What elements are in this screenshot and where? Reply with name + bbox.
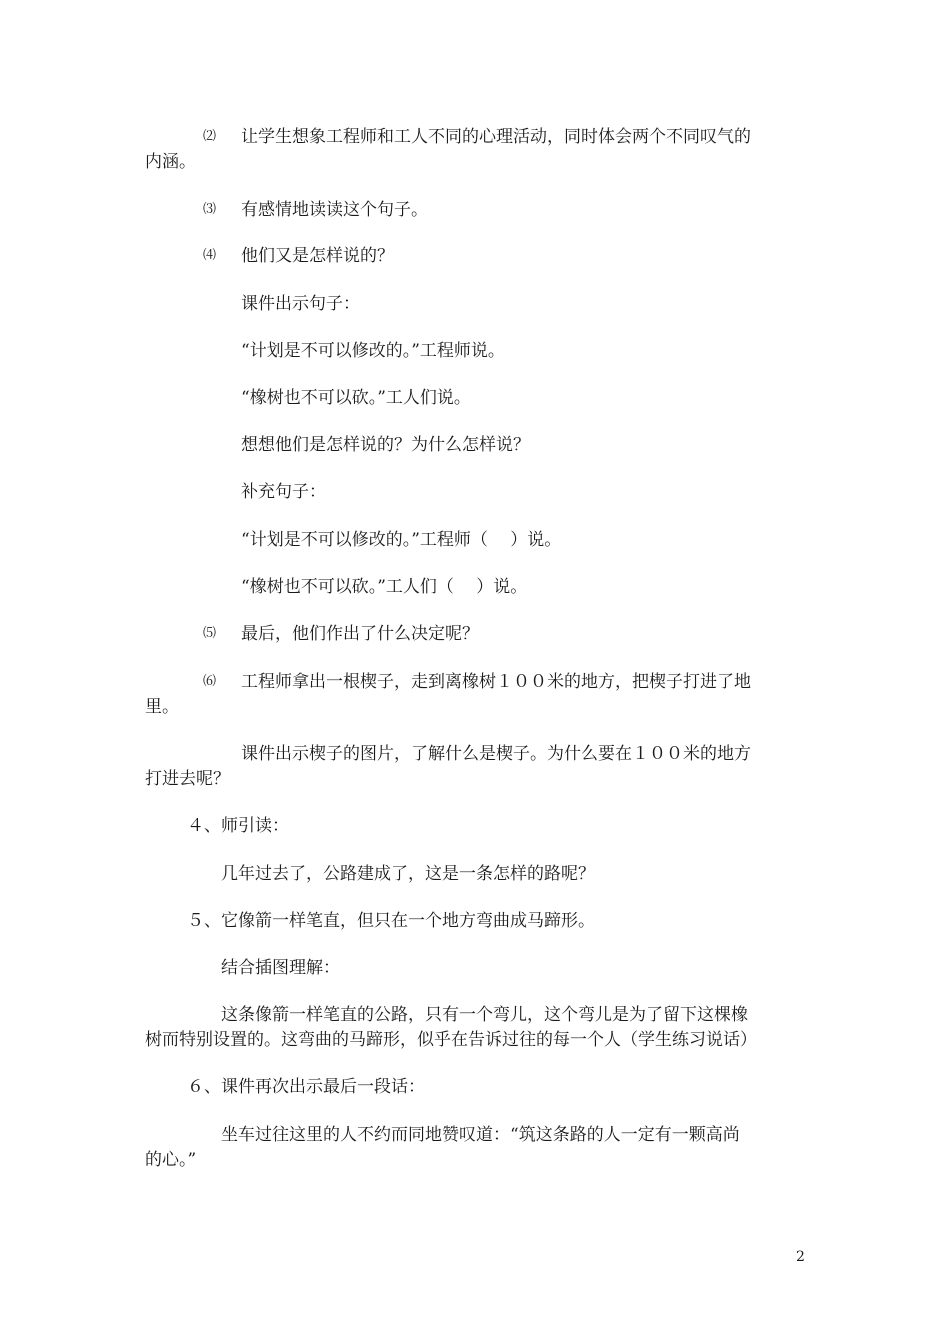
quote-line: “计划是不可以修改的。”工程师说。 — [241, 341, 505, 361]
paragraph-line: 结合插图理解： — [221, 958, 340, 978]
quote-line: “橡树也不可以砍。”工人们（ ）说。 — [241, 577, 528, 597]
paragraph-line: 课件出示句子： — [241, 294, 360, 314]
paragraph-line: 坐车过往这里的人不约而同地赞叹道：“筑这条路的人一定有一颗高尚 — [221, 1125, 740, 1145]
page-number: 2 — [796, 1249, 805, 1265]
paragraph-line: 最后，他们作出了什么决定呢？ — [241, 624, 479, 644]
paragraph-line: 有感情地读读这个句子。 — [241, 200, 428, 220]
paragraph-line: 的心。” — [145, 1150, 197, 1170]
paragraph-line: 树而特别设置的。这弯曲的马蹄形，似乎在告诉过往的每一个人（学生练习说话） — [145, 1030, 757, 1050]
paragraph-line: 里。 — [145, 697, 179, 717]
section-heading: ４、师引读： — [187, 816, 289, 836]
paragraph-line: 打进去呢？ — [145, 769, 230, 789]
paragraph-line: 课件出示楔子的图片，了解什么是楔子。为什么要在１００米的地方 — [241, 744, 751, 764]
section-heading: ６、课件再次出示最后一段话： — [187, 1077, 425, 1097]
paragraph-line: 想想他们是怎样说的？为什么怎样说？ — [241, 435, 530, 455]
paragraph-line: 工程师拿出一根楔子，走到离橡树１００米的地方，把楔子打进了地 — [241, 672, 751, 692]
paragraph-line: 让学生想象工程师和工人不同的心理活动，同时体会两个不同叹气的 — [241, 127, 751, 147]
quote-line: “计划是不可以修改的。”工程师（ ）说。 — [241, 530, 562, 550]
paragraph-line: 他们又是怎样说的？ — [241, 246, 394, 266]
paragraph-line: 这条像箭一样笔直的公路，只有一个弯儿，这个弯儿是为了留下这棵橡 — [221, 1005, 748, 1025]
item-number: ⑵ — [203, 129, 217, 144]
paragraph-line: 几年过去了，公路建成了，这是一条怎样的路呢？ — [221, 864, 595, 884]
item-number: ⑹ — [203, 674, 217, 689]
paragraph-line: 内涵。 — [145, 152, 196, 172]
paragraph-line: 补充句子： — [241, 482, 326, 502]
item-number: ⑷ — [203, 248, 217, 263]
quote-line: “橡树也不可以砍。”工人们说。 — [241, 388, 471, 408]
item-number: ⑸ — [203, 626, 217, 641]
section-heading: ５、它像箭一样笔直，但只在一个地方弯曲成马蹄形。 — [187, 911, 595, 931]
item-number: ⑶ — [203, 202, 217, 217]
